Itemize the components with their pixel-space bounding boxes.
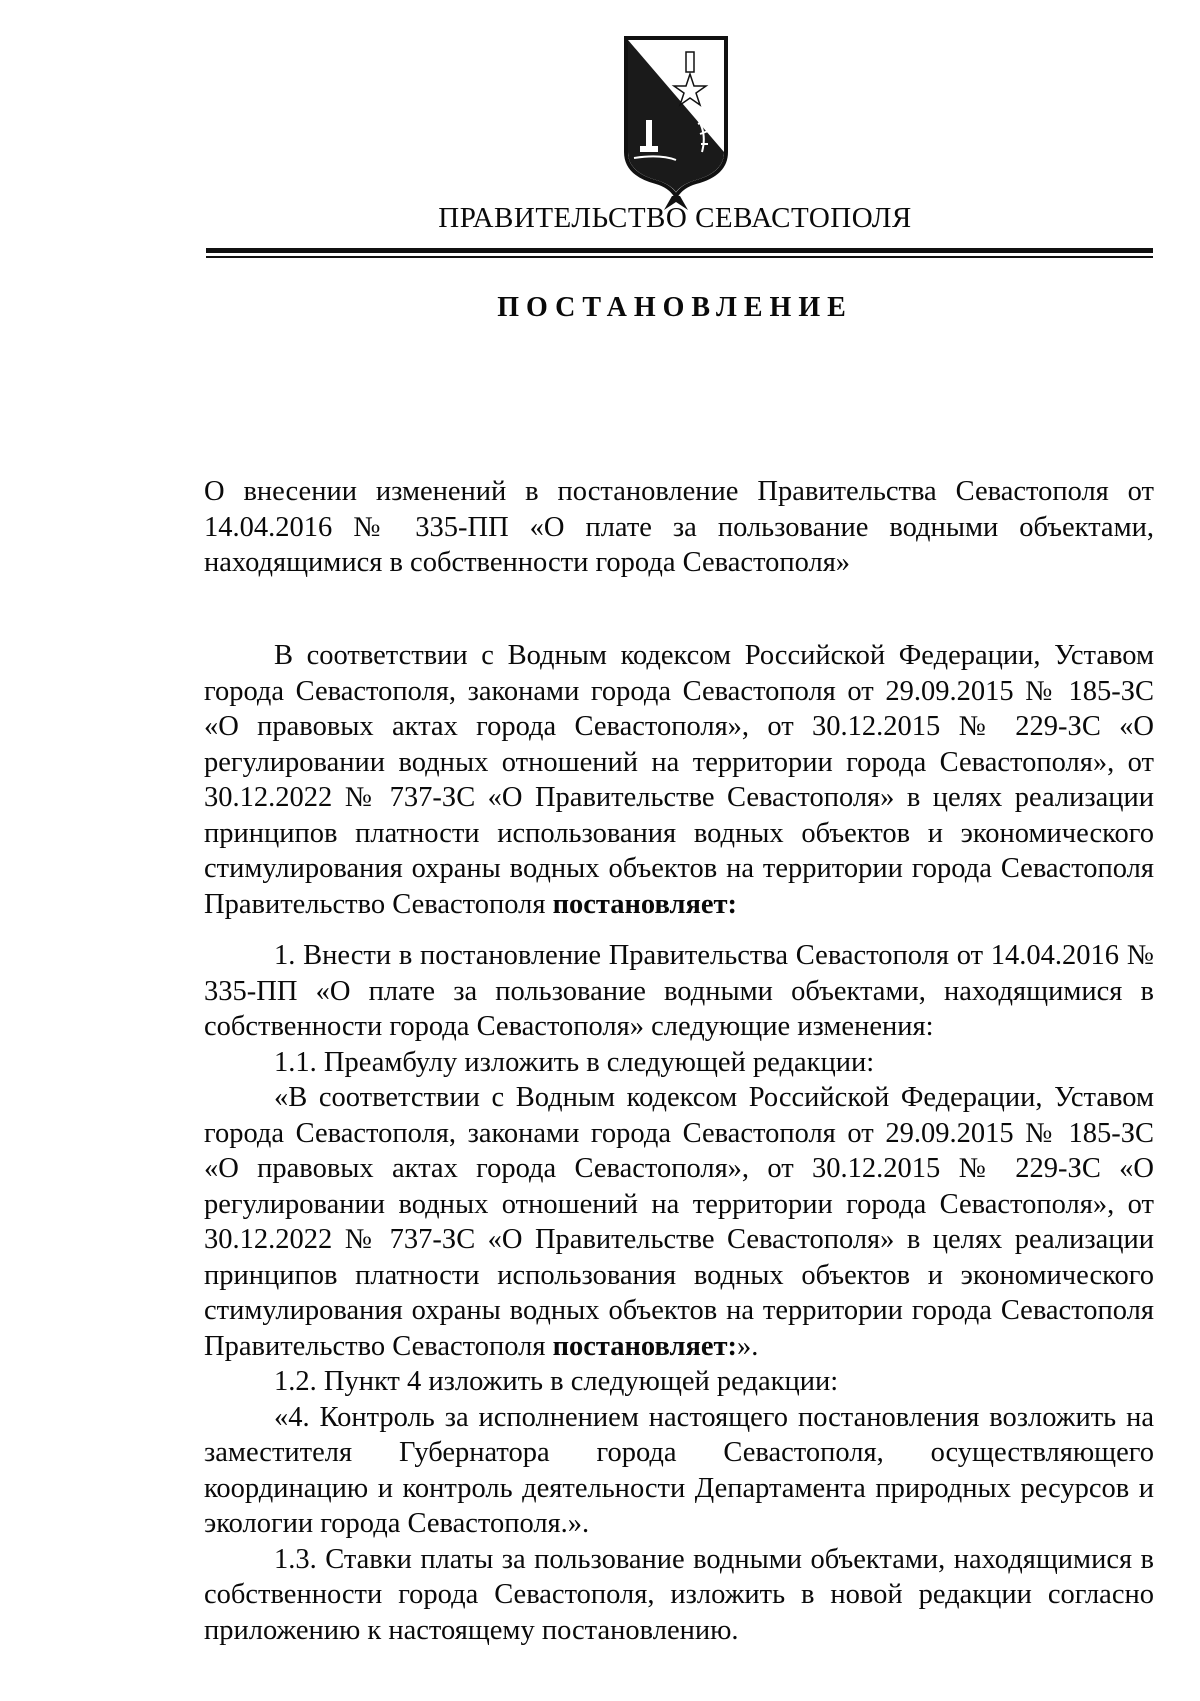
preamble-paragraph bbox=[204, 638, 1154, 922]
preamble-text: В соответствии с Водным кодексом Российской Федерации, Уставом города Севастополя, законами города Севастополя от 29.09.2015 № 185-ЗС «О правовых актах города Севастополя», от 30.12.2015 № 229-ЗС «О регулировании водных отношений на территории города Севастополя», от 30.12.2022 № 737-ЗС «О Правительстве Севастополя» в целях реализации принципов платности использования водных объектов и экономического стимулирования охраны водных объектов на территории города Севастополя Правительство Севастополя bbox=[204, 640, 1154, 920]
resolution-items bbox=[204, 938, 1154, 1648]
item-1-1-quote-resolves: постановляет: bbox=[552, 1330, 738, 1362]
item-1-1-quote-end: ». bbox=[737, 1330, 759, 1362]
item-1-1-quote bbox=[204, 1080, 1154, 1364]
item-1-1: 1.1. Преамбулу изложить в следующей редакции: bbox=[274, 1046, 875, 1078]
document-type: ПОСТАНОВЛЕНИЕ bbox=[497, 292, 853, 323]
item-1-1-quote-text: «В соответствии с Водным кодексом Российской Федерации, Уставом города Севастополя, законами города Севастополя от 29.09.2015 № 185-ЗС «О правовых актах города Севастополя», от 30.12.2015 № 229-ЗС «О регулировании водных отношений на территории города Севастополя», от 30.12.2022 № 737-ЗС «О Правительстве Севастополя» в целях реализации принципов платности использования водных объектов и экономического стимулирования охраны водных объектов на территории города Севастополя Правительство Севастополя bbox=[204, 1082, 1154, 1362]
preamble bbox=[204, 638, 1154, 922]
item-1-2: 1.2. Пункт 4 изложить в следующей редакции: bbox=[274, 1366, 839, 1397]
sevastopol-coat-of-arms-icon bbox=[620, 34, 732, 212]
item-1-2-quote: «4. Контроль за исполнением настоящего постановления возложить на заместителя Губернатора города Севастополя, осуществляющего координацию и контроль деятельности Департамента природных ресурсов и экологии города Севастополя.». bbox=[204, 1401, 1154, 1539]
document-title: О внесении изменений в постановление Правительства Севастополя от 14.04.2016 № 335-ПП «О плате за пользование водными объектами, находящимися в собственности города Севастополя» bbox=[204, 476, 1154, 578]
header-divider-thick bbox=[206, 248, 1153, 253]
preamble-resolves: постановляет: bbox=[552, 888, 738, 920]
header-divider-thin bbox=[206, 256, 1153, 258]
organization-name: ПРАВИТЕЛЬСТВО СЕВАСТОПОЛЯ bbox=[438, 202, 912, 234]
item-1-3: 1.3. Ставки платы за пользование водными объектами, находящимися в собственности города Севастополя, изложить в новой редакции согласно приложению к настоящему постановлению. bbox=[204, 1543, 1154, 1646]
item-1: 1. Внести в постановление Правительства Севастополя от 14.04.2016 № 335-ПП «О плате за пользование водными объектами, находящимися в собственности города Севастополя» следующие изменения: bbox=[204, 940, 1154, 1042]
